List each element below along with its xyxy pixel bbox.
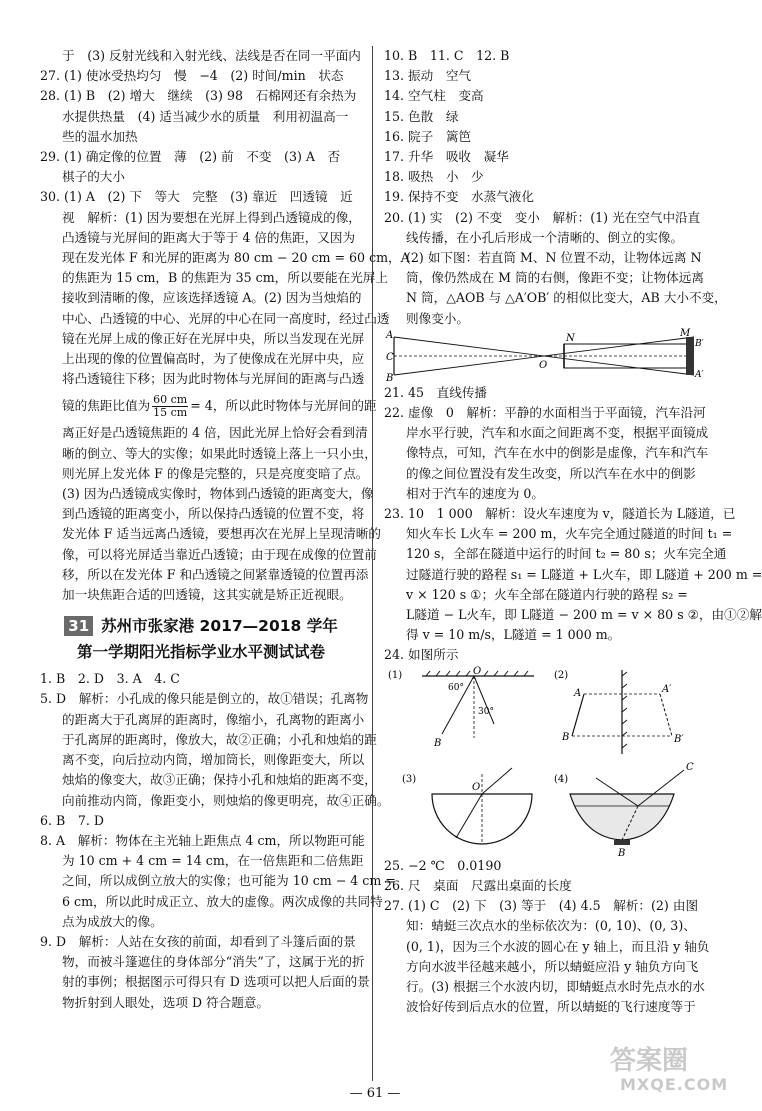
answer-line: 15. 色散 绿 — [384, 108, 459, 124]
answer-line: 上出现的像的位置偏高时，为了使像成在光屏中央，应 — [62, 351, 365, 367]
answer-line: 晰的倒立、等大的实像；如果此时透镜上落上一只小虫， — [62, 445, 377, 461]
answer-line: 接收到清晰的像，应该选择透镜 A。(2) 因为当烛焰的 — [62, 290, 362, 306]
answer-line: 发光体 F 适当远离凸透镜，要想再次在光屏上呈现清晰的 — [62, 526, 381, 542]
left-answers-part-1 — [40, 46, 410, 389]
answer-line: 加一块焦距合适的凹透镜，这其实就是矫正近视眼。 — [62, 587, 352, 603]
page-number: — 61 — — [349, 1086, 401, 1101]
answer-line: 17. 升华 吸收 凝华 — [384, 149, 509, 165]
panel-2-A: A — [574, 687, 582, 699]
answer-line: 视 解析：(1) 因为要想在光屏上得到凸透镜成的像， — [62, 209, 361, 225]
answer-line: 的像之间位置没有发生改变，所以汽车在水中的倒影 — [406, 465, 696, 481]
fraction-denominator: 15 cm — [153, 406, 188, 420]
answer-line: 1. B 2. D 3. A 4. C — [40, 671, 180, 687]
answer-line: 的焦距为 15 cm，B 的焦距为 35 cm，所以要能在光屏上 — [62, 270, 388, 286]
panel-4-label: (4) — [554, 773, 569, 785]
answer-line: 120 s，全部在隧道中运行的时间 t₂ = 80 s；火车完全通 — [406, 546, 727, 562]
panel-1-B: B — [434, 737, 442, 749]
label-N: N — [566, 332, 575, 344]
answer-line: 10. B 11. C 12. B — [384, 48, 510, 63]
panel-4-B: B — [618, 847, 626, 859]
section-number-badge: 31 — [64, 616, 93, 636]
optics-diagrams-figure — [384, 665, 706, 859]
left-answers-part-3 — [40, 669, 396, 1012]
answer-line: 于 (3) 反射光线和入射光线、法线是否在同一平面内 — [62, 48, 361, 63]
section-title-line-2: 第一学期阳光指标学业水平测试试卷 — [76, 643, 325, 662]
answer-line: 线传播，在小孔后形成一个清晰的、倒立的实像。 — [406, 229, 684, 245]
answer-line: 30. (1) A (2) 下 等大 完整 (3) 靠近 凹透镜 近 — [40, 189, 353, 205]
answer-line: 物，而被斗篷遮住的身体部分“消失”了，这属于光的折 — [62, 954, 365, 970]
panel-2-B-prime: B′ — [674, 733, 684, 745]
left-column — [40, 46, 410, 1013]
panel-1-label: (1) — [388, 669, 403, 681]
answer-line: 26. 尺 桌面 尺露出桌面的长度 — [384, 877, 572, 893]
watermark-url: MXQE.COM — [620, 1075, 729, 1094]
answer-line: 相对于汽车的速度为 0。 — [406, 485, 544, 501]
fraction-line — [40, 389, 377, 423]
answer-line: 波恰好传到后点水的位置，所以蜻蜓的飞行速度等于 — [406, 999, 696, 1015]
answer-line: 筒，像仍然成在 M 筒的右侧，像距不变；让物体远离 — [406, 270, 704, 286]
fraction-suffix: = 4，所以此时物体与光屏间的距 — [190, 398, 377, 414]
answer-line: 21. 45 直线传播 — [384, 384, 488, 400]
answer-line: 凸透镜与光屏间的距离大于等于 4 倍的焦距，又因为 — [62, 229, 356, 245]
section-title-line-1: 苏州市张家港 2017—2018 学年 — [101, 617, 338, 636]
answer-line: (3) 因为凸透镜成实像时，物体到凸透镜的距离变大，像 — [62, 486, 374, 502]
answer-line: 水提供热量 (4) 适当减少水的质量 利用初温高一 — [62, 108, 349, 124]
answer-line: 6 cm，所以此时成正立、放大的虚像。两次成像的共同特 — [62, 893, 383, 909]
answer-line: 像，可以将光屏适当靠近凸透镜；由于现在成像的位置前 — [62, 546, 377, 562]
answer-line: 则光屏上发光体 F 的像是完整的，只是亮度变暗了点。 — [62, 465, 369, 481]
answer-line: 射的事例；根据图示可得只有 D 选项可以把人后面的景 — [62, 974, 370, 990]
label-B-prime: B′ — [695, 338, 704, 349]
label-A-prime: A′ — [695, 369, 704, 380]
right-answers-part-2 — [384, 383, 762, 666]
panel-3-O: O — [472, 781, 481, 793]
answer-line: 24. 如图所示 — [384, 647, 459, 663]
answer-line: 离正好是凸透镜焦距的 4 倍，因此光屏上恰好会看到清 — [62, 425, 368, 441]
answer-line: 22. 虚像 0 解析：平静的水面相当于平面镜，汽车沿河 — [384, 405, 706, 421]
answer-line: 行。(3) 根据三个水波内切，即蜻蜓点水时先点水的水 — [406, 978, 705, 994]
answer-line: 移，所以在发光体 F 和凸透镜之间紧靠透镜的位置再添 — [62, 566, 369, 582]
answer-line: 之间，所以成倒立放大的实像；也可能为 10 cm − 4 cm = — [62, 873, 396, 889]
panel-1-O: O — [473, 665, 482, 677]
answer-line: 16. 院子 篱笆 — [384, 128, 472, 144]
answer-line: 得 v = 10 m/s，L隧道 = 1 000 m。 — [406, 627, 621, 643]
answer-line: 为 10 cm + 4 cm = 14 cm，在一倍焦距和二倍焦距 — [62, 853, 364, 869]
panel-2-label: (2) — [554, 669, 569, 681]
panel-3-label: (3) — [402, 773, 417, 785]
answer-line: 14. 空气柱 变高 — [384, 88, 484, 104]
answer-line: 29. (1) 确定像的位置 薄 (2) 前 不变 (3) A 否 — [40, 149, 341, 165]
answer-line: 知火车长 L火车 = 200 m，火车完全通过隧道的时间 t₁ = — [406, 526, 733, 542]
answer-line: N 筒，△AOB 与 △A′OB′ 的相似比变大，AB 大小不变， — [406, 290, 727, 306]
answer-line: 则像变小。 — [406, 310, 469, 326]
answer-line: 棋子的大小 — [62, 169, 125, 185]
label-O: O — [539, 359, 548, 371]
answer-line: 8. A 解析：物体在主光轴上距焦点 4 cm，所以物距可能 — [40, 832, 365, 848]
answer-line: 5. D 解析：小孔成的像只能是倒立的，故①错误；孔离物 — [40, 691, 369, 707]
angle-30-label: 30° — [478, 706, 494, 717]
answer-line: 13. 振动 空气 — [384, 68, 472, 84]
answer-line: 镜在光屏上成的像正好在光屏中央，所以当发现在光屏 — [62, 330, 365, 346]
answer-line: 现在发光体 F 和光屏的距离为 80 cm − 20 cm = 60 cm，A — [62, 250, 410, 266]
answer-line: 过隧道行驶的路程 s₁ = L隧道 + L火车，即 L隧道 + 200 m = — [406, 566, 762, 582]
fraction-prefix: 镜的焦距比值为 — [62, 398, 151, 414]
answer-line: 向前推动内筒，像距变小，则烛焰的像更明亮，故④正确。 — [62, 792, 390, 808]
answer-line: 27. (1) 使冰受热均匀 慢 −4 (2) 时间/min 状态 — [40, 68, 344, 84]
label-C: C — [386, 351, 394, 363]
answer-line: 知：蜻蜓三次点水的坐标依次为：(0, 10)、(0, 3)、 — [406, 918, 696, 934]
answer-line: 像特点，可知，汽车在水中的倒影是虚像，汽车和汽车 — [406, 445, 709, 461]
section-heading — [40, 613, 362, 665]
panel-4-C: C — [686, 761, 694, 773]
right-answers-part-1 — [384, 46, 727, 329]
pinhole-camera-figure — [384, 329, 706, 383]
answer-line: 20. (1) 实 (2) 不变 变小 解析：(1) 光在空气中沿直 — [384, 209, 701, 225]
answer-line: 到凸透镜的距离变小，所以保持凸透镜的位置不变，将 — [62, 506, 365, 522]
answer-line: 的距离大于孔离屏的距离时，像缩小，孔离物的距离小 — [62, 711, 365, 727]
answer-line: 28. (1) B (2) 增大 继续 (3) 98 石棉网还有余热为 — [40, 88, 357, 104]
answer-line: (0, 1)，因为三个水波的圆心在 y 轴上，而且沿 y 轴负 — [406, 938, 710, 954]
answer-line: 些的温水加热 — [62, 128, 138, 144]
answer-line: L隧道 − L火车，即 L隧道 − 200 m = v × 80 s ②，由①②解 — [406, 607, 762, 623]
panel-2-A-prime: A′ — [662, 683, 672, 695]
answer-line: 19. 保持不变 水蒸气液化 — [384, 189, 534, 205]
answer-line: 25. −2 ℃ 0.0190 — [384, 857, 502, 873]
watermark-logo-text: 答案圈 — [610, 1046, 689, 1076]
label-A: A — [386, 329, 394, 341]
answer-line: 离不变，向后拉动内筒，增加筒长，则像距变大，所以 — [62, 752, 365, 768]
answer-line: v × 120 s ①；火车全部在隧道内行驶的路程 s₂ = — [406, 586, 688, 602]
answer-line: 物折射到人眼处，选项 D 符合题意。 — [62, 994, 270, 1010]
column-divider — [372, 46, 373, 1081]
answer-line: 方向水波半径越来越小，所以蜻蜓应沿 y 轴负方向飞 — [406, 958, 699, 974]
answer-line: 27. (1) C (2) 下 (3) 等于 (4) 4.5 解析：(2) 由图 — [384, 898, 699, 914]
answer-line: 岸水平行驶，汽车和水面之间距离不变，根据平面镜成 — [406, 425, 709, 441]
answer-line: 烛焰的像变大，故③正确；保持小孔和烛焰的距离不变， — [62, 772, 377, 788]
left-answers-part-2 — [40, 423, 381, 605]
answer-line: 中心、凸透镜的中心、光屏的中心在同一高度时，经过凸透 — [62, 310, 390, 326]
fraction — [152, 394, 188, 419]
fraction-numerator: 60 cm — [153, 393, 188, 407]
right-column — [384, 46, 762, 1017]
answer-line: 点为成放大的像。 — [62, 913, 163, 929]
answer-line: 9. D 解析：人站在女孩的前面，却看到了斗篷后面的景 — [40, 933, 356, 949]
answer-line: 6. B 7. D — [40, 812, 104, 828]
answer-line: (2) 如下图：若直筒 M、N 位置不动，让物体远离 N — [406, 250, 702, 266]
site-watermark — [610, 1046, 728, 1094]
answer-line: 将凸透镜往下移；因为此时物体与光屏间的距离与凸透 — [62, 371, 365, 387]
label-B: B — [386, 372, 394, 384]
answer-line: 23. 10 1 000 解析：设火车速度为 v，隧道长为 L隧道，已 — [384, 506, 736, 522]
answer-line: 于孔离屏的距离时，像放大，故②正确；小孔和烛焰的距 — [62, 731, 377, 747]
label-M: M — [680, 327, 691, 339]
answer-line: 18. 吸热 小 少 — [384, 169, 484, 185]
panel-2-B: B — [562, 731, 570, 743]
right-answers-part-3 — [384, 856, 710, 1018]
angle-60-label: 60° — [448, 682, 464, 693]
